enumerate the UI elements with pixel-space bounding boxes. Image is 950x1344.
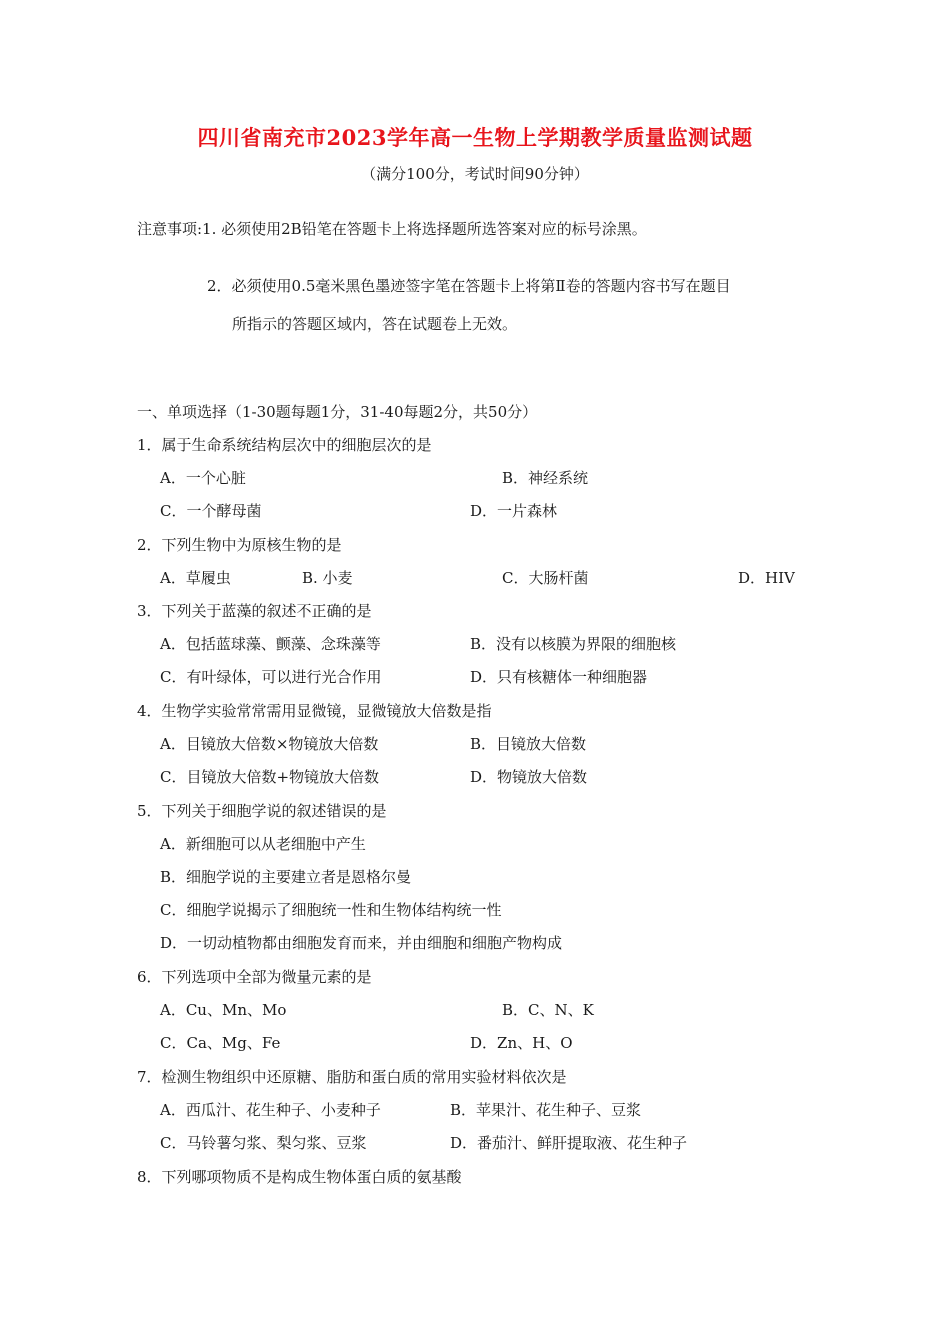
option: C．有叶绿体，可以进行光合作用 <box>160 668 382 686</box>
question-stem: 7．检测生物组织中还原糖、脂肪和蛋白质的常用实验材料依次是 <box>137 1068 567 1086</box>
option: B．没有以核膜为界限的细胞核 <box>470 635 677 653</box>
question-stem: 3．下列关于蓝藻的叙述不正确的是 <box>137 602 372 620</box>
notice-line-2-continued: 所指示的答题区域内，答在试题卷上无效。 <box>232 315 518 333</box>
option: A．一个心脏 <box>160 469 246 487</box>
option: D．物镜放大倍数 <box>470 768 588 786</box>
option: D．一切动植物都由细胞发育而来，并由细胞和细胞产物构成 <box>160 934 563 952</box>
option: D．HIV <box>738 569 795 587</box>
section-heading: 一、单项选择（1-30题每题1分，31-40每题2分，共50分） <box>137 403 538 421</box>
notice-line-2: 2．必须使用0.5毫米黑色墨迹签字笔在答题卡上将第Ⅱ卷的答题内容书写在题目 <box>207 277 731 295</box>
option: D．番茄汁、鲜肝提取液、花生种子 <box>450 1134 688 1152</box>
question-stem: 6．下列选项中全部为微量元素的是 <box>137 968 372 986</box>
exam-subtitle: （满分100分，考试时间90分钟） <box>361 165 589 183</box>
option: B．C、N、K <box>502 1001 594 1019</box>
option: B．神经系统 <box>502 469 589 487</box>
question-stem: 4．生物学实验常常需用显微镜，显微镜放大倍数是指 <box>137 702 492 720</box>
option: A．草履虫 <box>160 569 231 587</box>
option: A．新细胞可以从老细胞中产生 <box>160 835 366 853</box>
option: D．Zn、H、O <box>470 1034 573 1052</box>
option: A．目镜放大倍数×物镜放大倍数 <box>160 735 379 753</box>
option: C．马铃薯匀浆、梨匀浆、豆浆 <box>160 1134 367 1152</box>
notice-line-1: 注意事项:1. 必须使用2B铅笔在答题卡上将选择题所选答案对应的标号涂黑。 <box>137 220 647 238</box>
option: D．一片森林 <box>470 502 558 520</box>
option: A．包括蓝球藻、颤藻、念珠藻等 <box>160 635 381 653</box>
option: A．西瓜汁、花生种子、小麦种子 <box>160 1101 381 1119</box>
option: A．Cu、Mn、Mo <box>160 1001 287 1019</box>
option: D．只有核糖体一种细胞器 <box>470 668 648 686</box>
option: B．细胞学说的主要建立者是恩格尔曼 <box>160 868 412 886</box>
option: C．一个酵母菌 <box>160 502 262 520</box>
option: C．细胞学说揭示了细胞统一性和生物体结构统一性 <box>160 901 502 919</box>
question-stem: 1．属于生命系统结构层次中的细胞层次的是 <box>137 436 432 454</box>
option: B. 小麦 <box>302 569 353 587</box>
option: B．目镜放大倍数 <box>470 735 587 753</box>
option: C．目镜放大倍数+物镜放大倍数 <box>160 768 380 786</box>
option: B．苹果汁、花生种子、豆浆 <box>450 1101 642 1119</box>
question-stem: 8．下列哪项物质不是构成生物体蛋白质的氨基酸 <box>137 1168 462 1186</box>
question-stem: 2．下列生物中为原核生物的是 <box>137 536 342 554</box>
option: C．大肠杆菌 <box>502 569 589 587</box>
question-stem: 5．下列关于细胞学说的叙述错误的是 <box>137 802 387 820</box>
exam-title: 四川省南充市2023学年高一生物上学期教学质量监测试题 <box>197 125 753 150</box>
option: C．Ca、Mg、Fe <box>160 1034 281 1052</box>
